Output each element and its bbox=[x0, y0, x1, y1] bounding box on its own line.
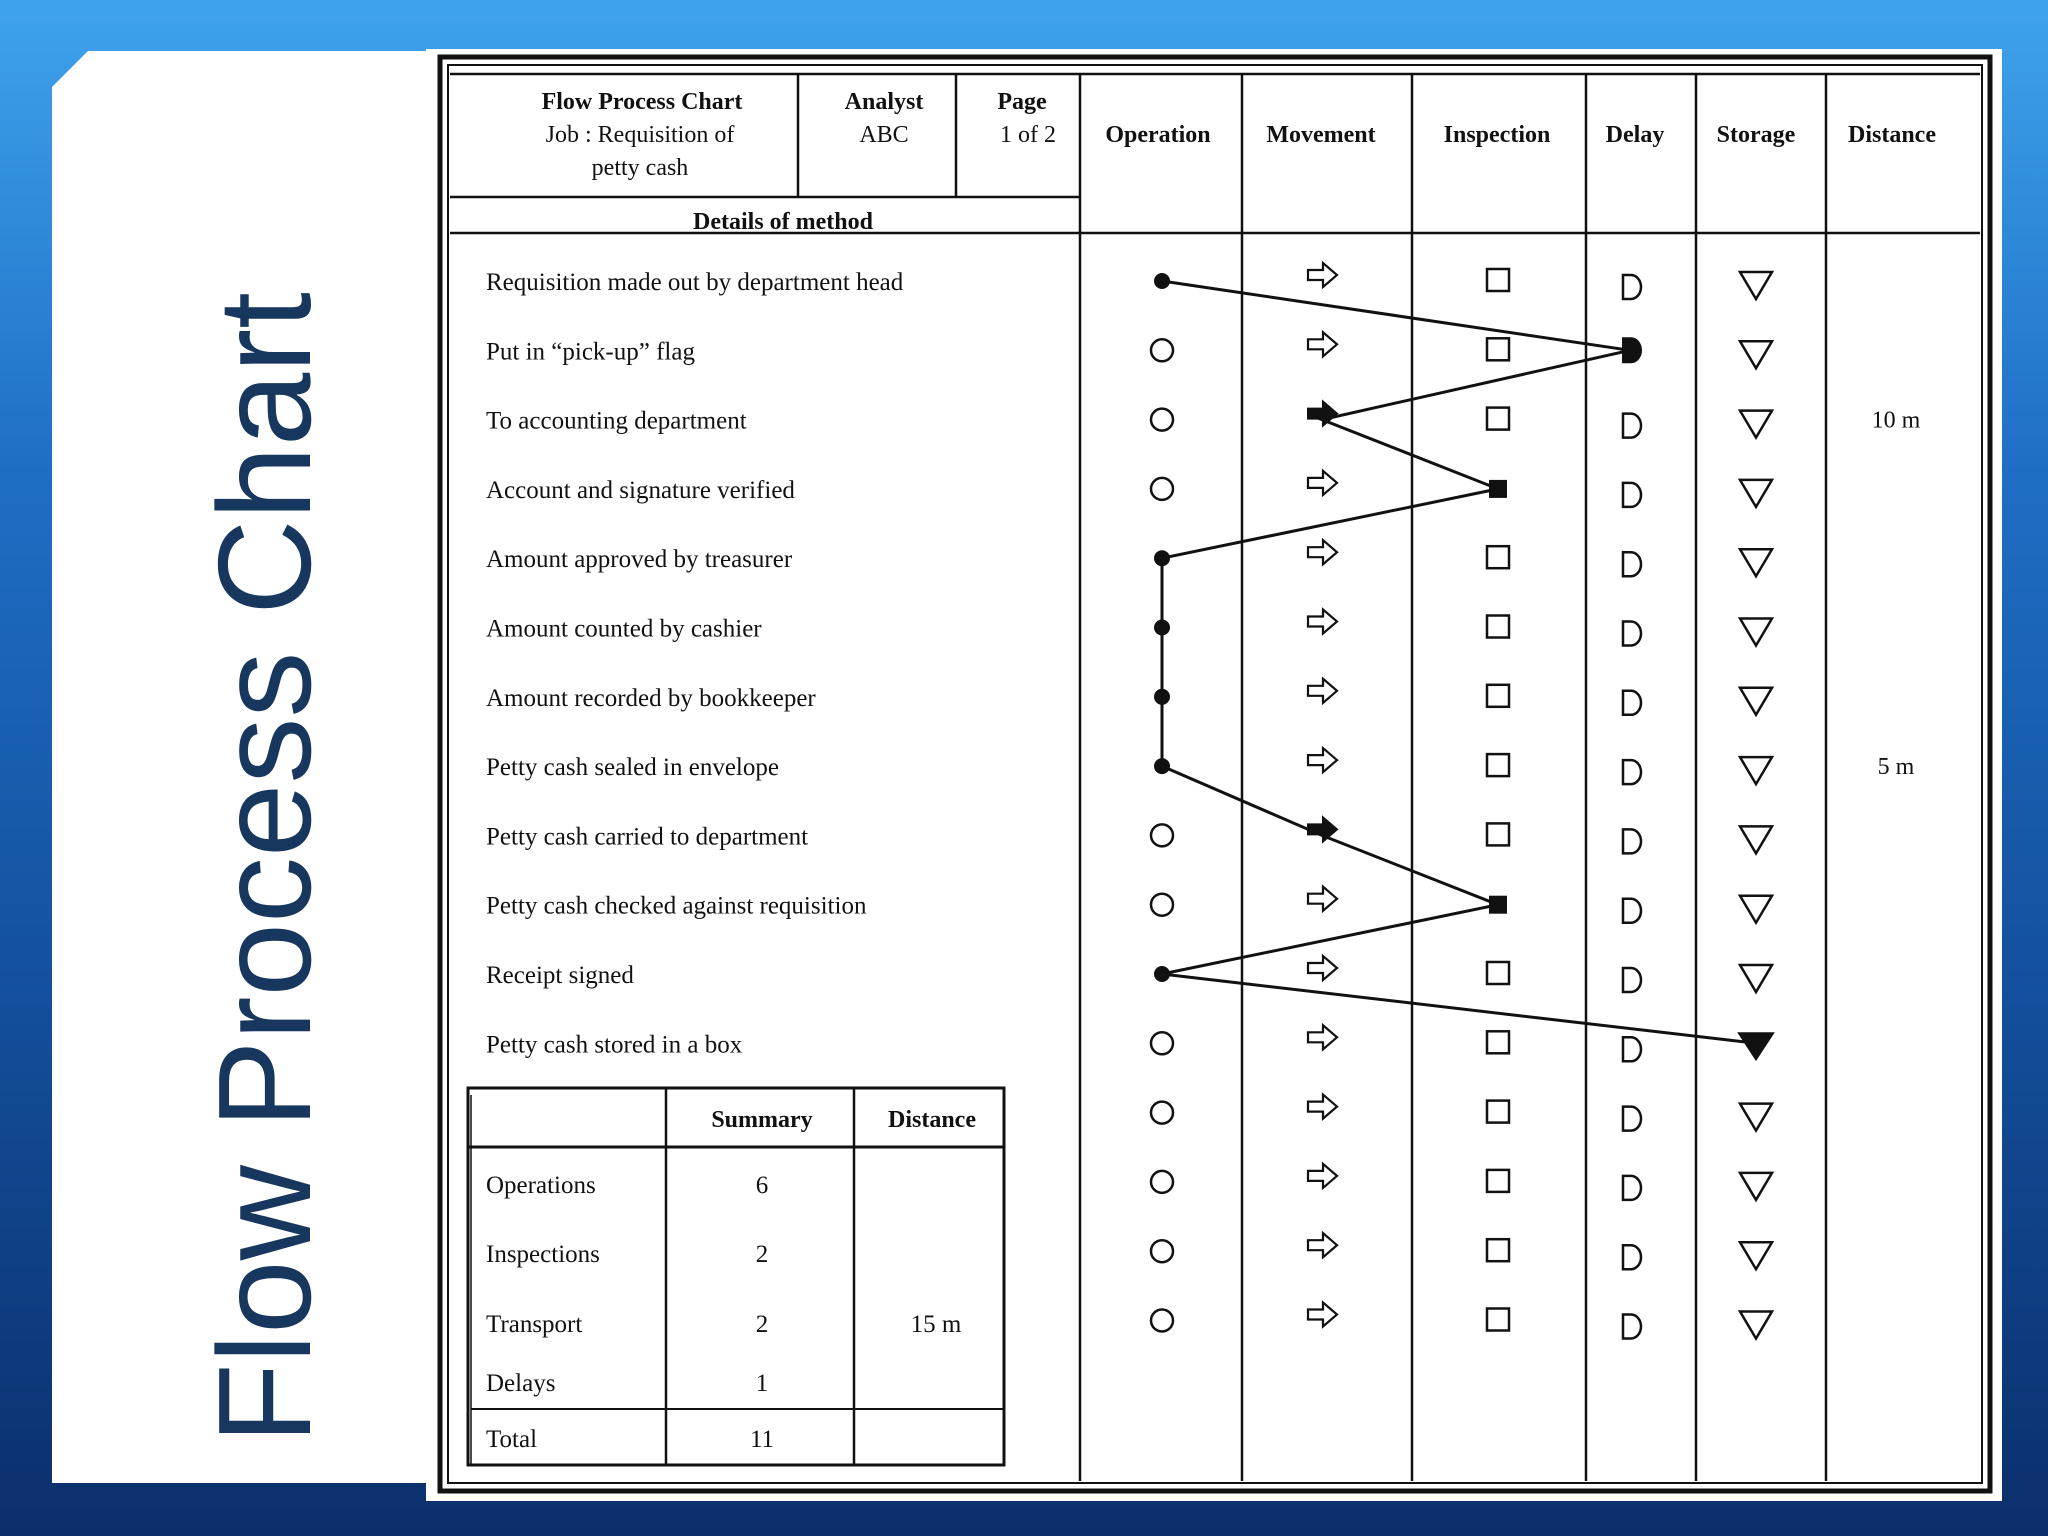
operation-symbol bbox=[1151, 409, 1173, 431]
operation-symbol-filled bbox=[1154, 966, 1170, 982]
flow-line bbox=[1162, 281, 1756, 1043]
flow-process-chart bbox=[426, 49, 2002, 1501]
inspection-symbol bbox=[1487, 1101, 1509, 1123]
step-label: Amount approved by treasurer bbox=[486, 546, 793, 574]
summary-row-label: Inspections bbox=[486, 1241, 600, 1268]
inspection-symbol bbox=[1487, 685, 1509, 707]
movement-symbol bbox=[1308, 679, 1337, 703]
inspection-symbol bbox=[1487, 269, 1509, 291]
step-label: Petty cash stored in a box bbox=[486, 1031, 743, 1059]
step-label: Requisition made out by department head bbox=[486, 269, 904, 296]
column-header-movement: Movement bbox=[1266, 122, 1376, 148]
column-header-storage: Storage bbox=[1716, 122, 1796, 148]
delay-symbol bbox=[1623, 414, 1641, 438]
delay-symbol bbox=[1623, 1107, 1641, 1131]
operation-symbol bbox=[1151, 1171, 1173, 1193]
summary-row-label: Total bbox=[486, 1426, 538, 1453]
storage-symbol bbox=[1740, 1173, 1772, 1200]
storage-symbol bbox=[1740, 826, 1772, 853]
column-header-inspection: Inspection bbox=[1443, 122, 1551, 148]
summary-table bbox=[468, 1088, 1004, 1465]
delay-symbol bbox=[1623, 1037, 1641, 1061]
operation-symbol-filled bbox=[1154, 758, 1170, 774]
delay-symbol-filled bbox=[1623, 338, 1641, 362]
step-label: Petty cash carried to department bbox=[486, 823, 809, 851]
inspection-symbol bbox=[1487, 408, 1509, 430]
inspection-symbol bbox=[1487, 1031, 1509, 1053]
storage-symbol bbox=[1740, 1312, 1772, 1339]
movement-symbol-filled bbox=[1308, 402, 1337, 426]
summary-row-label: Delays bbox=[486, 1370, 556, 1397]
inspection-symbol bbox=[1487, 1239, 1509, 1261]
step-distance: 5 m bbox=[1877, 754, 1915, 781]
column-header-operation: Operation bbox=[1105, 122, 1211, 148]
column-header-distance: Distance bbox=[1848, 122, 1936, 148]
delay-symbol bbox=[1623, 1176, 1641, 1200]
operation-symbol bbox=[1151, 1032, 1173, 1054]
movement-symbol bbox=[1308, 1025, 1337, 1049]
movement-symbol bbox=[1308, 748, 1337, 772]
distance-column bbox=[1872, 408, 1921, 780]
movement-symbol bbox=[1308, 1095, 1337, 1119]
delay-symbol bbox=[1623, 1315, 1641, 1339]
header-details-label: Details of method bbox=[693, 209, 873, 235]
header-analyst-value: ABC bbox=[859, 122, 909, 148]
operation-symbol bbox=[1151, 339, 1173, 361]
summary-row-distance: 15 m bbox=[910, 1311, 962, 1338]
summary-row-count: 2 bbox=[755, 1311, 769, 1338]
operation-symbol bbox=[1151, 1240, 1173, 1262]
operation-symbol bbox=[1151, 1310, 1173, 1332]
operation-symbol bbox=[1151, 824, 1173, 846]
inspection-symbol bbox=[1487, 546, 1509, 568]
delay-symbol bbox=[1623, 760, 1641, 784]
inspection-symbol bbox=[1487, 962, 1509, 984]
operation-symbol bbox=[1151, 478, 1173, 500]
step-label: Receipt signed bbox=[486, 962, 634, 989]
summary-row-label: Operations bbox=[486, 1172, 596, 1199]
storage-symbol bbox=[1740, 1242, 1772, 1269]
summary-row-count: 1 bbox=[755, 1370, 769, 1397]
delay-symbol bbox=[1623, 899, 1641, 923]
inspection-symbol bbox=[1487, 338, 1509, 360]
summary-row-count: 11 bbox=[749, 1426, 775, 1453]
movement-symbol bbox=[1308, 887, 1337, 911]
header-analyst-label: Analyst bbox=[844, 89, 924, 115]
storage-symbol bbox=[1740, 549, 1772, 576]
header-page-label: Page bbox=[997, 89, 1047, 115]
movement-symbol-filled bbox=[1308, 817, 1337, 841]
step-label: Petty cash sealed in envelope bbox=[486, 754, 779, 782]
slide-title: Flow Process Chart bbox=[191, 292, 338, 1444]
header-job-line1: Job : Requisition of bbox=[545, 122, 735, 148]
operation-symbol-filled bbox=[1154, 550, 1170, 566]
movement-symbol bbox=[1308, 263, 1337, 287]
header-job-line2: petty cash bbox=[591, 155, 689, 181]
inspection-symbol-filled bbox=[1489, 896, 1507, 914]
storage-symbol bbox=[1740, 411, 1772, 438]
storage-symbol bbox=[1740, 965, 1772, 992]
operation-symbol-filled bbox=[1154, 689, 1170, 705]
storage-symbol bbox=[1740, 1104, 1772, 1131]
step-label: Put in “pick-up” flag bbox=[486, 338, 695, 366]
inspection-symbol bbox=[1487, 616, 1509, 638]
step-distance: 10 m bbox=[1871, 407, 1921, 434]
movement-symbol bbox=[1308, 1233, 1337, 1257]
inspection-symbol bbox=[1487, 1170, 1509, 1192]
step-list bbox=[486, 269, 904, 1058]
operation-symbol-filled bbox=[1154, 620, 1170, 636]
step-label: Petty cash checked against requisition bbox=[486, 892, 867, 920]
delay-symbol bbox=[1623, 622, 1641, 646]
summary-row-count: 2 bbox=[755, 1241, 769, 1268]
storage-symbol bbox=[1740, 896, 1772, 923]
delay-symbol bbox=[1623, 552, 1641, 576]
storage-symbol bbox=[1740, 341, 1772, 368]
inspection-symbol-filled bbox=[1489, 480, 1507, 498]
summary-distance-header: Distance bbox=[888, 1107, 976, 1133]
operation-symbol bbox=[1151, 1102, 1173, 1124]
operation-symbol-filled bbox=[1154, 273, 1170, 289]
movement-symbol bbox=[1308, 956, 1337, 980]
movement-symbol bbox=[1308, 471, 1337, 495]
storage-symbol bbox=[1740, 757, 1772, 784]
flow-connector bbox=[1162, 281, 1756, 1043]
header-page-value: 1 of 2 bbox=[1000, 122, 1056, 148]
column-headers bbox=[1105, 122, 1936, 148]
movement-symbol bbox=[1308, 332, 1337, 356]
delay-symbol bbox=[1623, 275, 1641, 299]
chart-svg bbox=[426, 49, 2002, 1501]
storage-symbol bbox=[1740, 688, 1772, 715]
inspection-symbol bbox=[1487, 1309, 1509, 1331]
delay-symbol bbox=[1623, 829, 1641, 853]
storage-symbol-filled bbox=[1739, 1033, 1773, 1059]
inspection-symbol bbox=[1487, 823, 1509, 845]
operation-symbol bbox=[1151, 894, 1173, 916]
column-header-delay: Delay bbox=[1605, 122, 1665, 148]
summary-row-count: 6 bbox=[755, 1172, 769, 1199]
movement-symbol bbox=[1308, 1164, 1337, 1188]
step-label: Account and signature verified bbox=[486, 476, 795, 504]
delay-symbol bbox=[1623, 691, 1641, 715]
delay-symbol bbox=[1623, 483, 1641, 507]
movement-symbol bbox=[1308, 1303, 1337, 1327]
storage-symbol bbox=[1740, 480, 1772, 507]
header-title: Flow Process Chart bbox=[541, 89, 743, 115]
step-label: To accounting department bbox=[486, 407, 747, 435]
summary-header: Summary bbox=[711, 1107, 813, 1133]
delay-symbol bbox=[1623, 968, 1641, 992]
inspection-symbol bbox=[1487, 754, 1509, 776]
summary-row-label: Transport bbox=[486, 1311, 583, 1338]
step-label: Amount counted by cashier bbox=[486, 615, 762, 643]
movement-symbol bbox=[1308, 610, 1337, 634]
delay-symbol bbox=[1623, 1245, 1641, 1269]
storage-symbol bbox=[1740, 272, 1772, 299]
step-label: Amount recorded by bookkeeper bbox=[486, 684, 816, 712]
storage-symbol bbox=[1740, 619, 1772, 646]
movement-symbol bbox=[1308, 540, 1337, 564]
